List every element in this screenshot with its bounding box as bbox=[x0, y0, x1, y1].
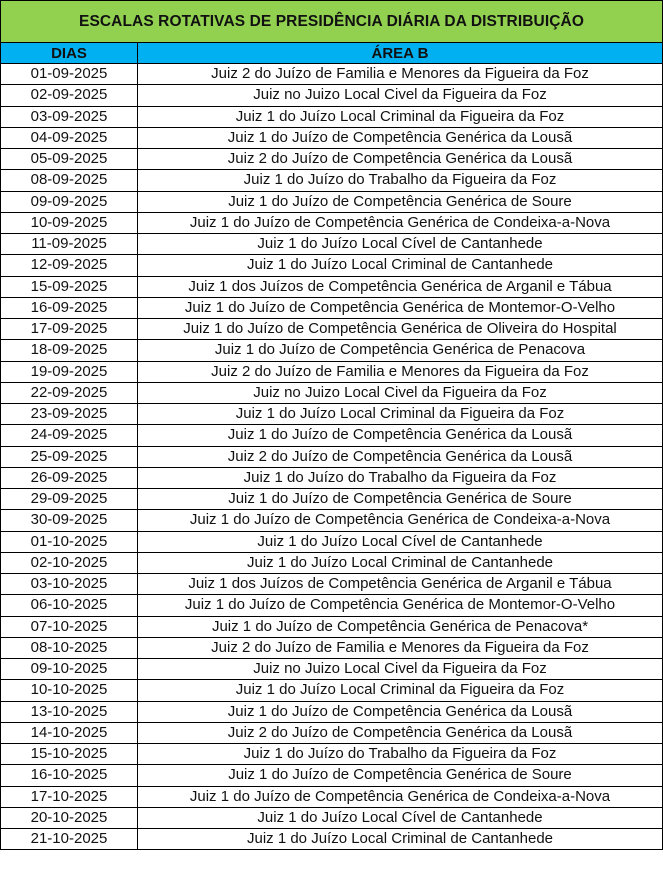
date-cell[interactable]: 05-09-2025 bbox=[1, 149, 138, 170]
area-cell[interactable]: Juiz 1 do Juízo de Competência Genérica de Soure bbox=[138, 765, 663, 786]
table-row bbox=[1, 744, 663, 765]
date-cell[interactable]: 04-09-2025 bbox=[1, 127, 138, 148]
date-cell[interactable]: 07-10-2025 bbox=[1, 616, 138, 637]
area-cell[interactable]: Juiz 1 do Juízo de Competência Genérica de Penacova bbox=[138, 340, 663, 361]
table-row bbox=[1, 701, 663, 722]
table-row bbox=[1, 191, 663, 212]
table-row bbox=[1, 361, 663, 382]
date-cell[interactable]: 23-09-2025 bbox=[1, 404, 138, 425]
table-row bbox=[1, 489, 663, 510]
area-cell[interactable]: Juiz no Juizo Local Civel da Figueira da Foz bbox=[138, 85, 663, 106]
area-cell[interactable]: Juiz 1 do Juízo de Competência Genérica da Lousã bbox=[138, 127, 663, 148]
area-cell[interactable]: Juiz 1 do Juízo do Trabalho da Figueira da Foz bbox=[138, 170, 663, 191]
date-cell[interactable]: 09-10-2025 bbox=[1, 659, 138, 680]
date-cell[interactable]: 06-10-2025 bbox=[1, 595, 138, 616]
date-cell[interactable]: 12-09-2025 bbox=[1, 255, 138, 276]
area-cell[interactable]: Juiz no Juizo Local Civel da Figueira da Foz bbox=[138, 659, 663, 680]
table-row bbox=[1, 382, 663, 403]
area-cell[interactable]: Juiz 1 do Juízo de Competência Genérica da Lousã bbox=[138, 701, 663, 722]
area-cell[interactable]: Juiz 2 do Juízo de Familia e Menores da Figueira da Foz bbox=[138, 361, 663, 382]
date-cell[interactable]: 10-10-2025 bbox=[1, 680, 138, 701]
date-cell[interactable]: 16-09-2025 bbox=[1, 297, 138, 318]
date-cell[interactable]: 24-09-2025 bbox=[1, 425, 138, 446]
table-row bbox=[1, 552, 663, 573]
date-cell[interactable]: 11-09-2025 bbox=[1, 234, 138, 255]
date-cell[interactable]: 21-10-2025 bbox=[1, 829, 138, 850]
schedule-rows bbox=[1, 64, 663, 850]
area-cell[interactable]: Juiz 1 do Juízo Local Cível de Cantanhede bbox=[138, 234, 663, 255]
table-row bbox=[1, 255, 663, 276]
area-cell[interactable]: Juiz 1 do Juízo de Competência Genérica de Oliveira do Hospital bbox=[138, 319, 663, 340]
area-cell[interactable]: Juiz 1 do Juízo de Competência Genérica de Penacova* bbox=[138, 616, 663, 637]
table-row bbox=[1, 680, 663, 701]
header-row bbox=[1, 43, 663, 64]
area-cell[interactable]: Juiz 1 dos Juízos de Competência Genérica de Arganil e Tábua bbox=[138, 276, 663, 297]
date-cell[interactable]: 15-10-2025 bbox=[1, 744, 138, 765]
table-row bbox=[1, 510, 663, 531]
table-row bbox=[1, 765, 663, 786]
table-row bbox=[1, 425, 663, 446]
date-cell[interactable]: 26-09-2025 bbox=[1, 467, 138, 488]
date-cell[interactable]: 15-09-2025 bbox=[1, 276, 138, 297]
date-cell[interactable]: 03-10-2025 bbox=[1, 574, 138, 595]
header-dias[interactable]: DIAS bbox=[1, 43, 138, 64]
area-cell[interactable]: Juiz 1 do Juízo do Trabalho da Figueira da Foz bbox=[138, 744, 663, 765]
table-row bbox=[1, 574, 663, 595]
table-row bbox=[1, 127, 663, 148]
table-row bbox=[1, 616, 663, 637]
table-row bbox=[1, 446, 663, 467]
table-row bbox=[1, 404, 663, 425]
table-row bbox=[1, 106, 663, 127]
area-cell[interactable]: Juiz 1 dos Juízos de Competência Genérica de Arganil e Tábua bbox=[138, 574, 663, 595]
area-cell[interactable]: Juiz 1 do Juízo Local Cível de Cantanhede bbox=[138, 531, 663, 552]
date-cell[interactable]: 09-09-2025 bbox=[1, 191, 138, 212]
table-row bbox=[1, 659, 663, 680]
date-cell[interactable]: 18-09-2025 bbox=[1, 340, 138, 361]
area-cell[interactable]: Juiz 2 do Juízo de Competência Genérica da Lousã bbox=[138, 149, 663, 170]
date-cell[interactable]: 19-09-2025 bbox=[1, 361, 138, 382]
area-cell[interactable]: Juiz 1 do Juízo de Competência Genérica de Soure bbox=[138, 489, 663, 510]
table-row bbox=[1, 722, 663, 743]
table-row bbox=[1, 319, 663, 340]
area-cell[interactable]: Juiz 1 do Juízo de Competência Genérica de Montemor-O-Velho bbox=[138, 595, 663, 616]
area-cell[interactable]: Juiz 1 do Juízo Local Criminal da Figueira da Foz bbox=[138, 106, 663, 127]
date-cell[interactable]: 13-10-2025 bbox=[1, 701, 138, 722]
area-cell[interactable]: Juiz 1 do Juízo de Competência Genérica de Condeixa-a-Nova bbox=[138, 212, 663, 233]
table-row bbox=[1, 297, 663, 318]
table-row bbox=[1, 340, 663, 361]
title-row bbox=[1, 1, 663, 43]
area-cell[interactable]: Juiz 1 do Juízo Local Cível de Cantanhede bbox=[138, 807, 663, 828]
area-cell[interactable]: Juiz 1 do Juízo de Competência Genérica da Lousã bbox=[138, 425, 663, 446]
table-row bbox=[1, 595, 663, 616]
area-cell[interactable]: Juiz 1 do Juízo Local Criminal de Cantanhede bbox=[138, 829, 663, 850]
table-row bbox=[1, 829, 663, 850]
table-row bbox=[1, 170, 663, 191]
date-cell[interactable]: 02-09-2025 bbox=[1, 85, 138, 106]
area-cell[interactable]: Juiz 1 do Juízo Local Criminal de Cantanhede bbox=[138, 552, 663, 573]
date-cell[interactable]: 29-09-2025 bbox=[1, 489, 138, 510]
date-cell[interactable]: 08-09-2025 bbox=[1, 170, 138, 191]
header-area-b[interactable]: ÁREA B bbox=[138, 43, 663, 64]
date-cell[interactable]: 22-09-2025 bbox=[1, 382, 138, 403]
table-row bbox=[1, 212, 663, 233]
area-cell[interactable]: Juiz 2 do Juízo de Familia e Menores da Figueira da Foz bbox=[138, 637, 663, 658]
date-cell[interactable]: 01-10-2025 bbox=[1, 531, 138, 552]
area-cell[interactable]: Juiz 1 do Juízo de Competência Genérica de Montemor-O-Velho bbox=[138, 297, 663, 318]
date-cell[interactable]: 14-10-2025 bbox=[1, 722, 138, 743]
area-cell[interactable]: Juiz no Juizo Local Civel da Figueira da Foz bbox=[138, 382, 663, 403]
table-title[interactable]: ESCALAS ROTATIVAS DE PRESIDÊNCIA DIÁRIA DA DISTRIBUIÇÃO bbox=[1, 1, 663, 43]
table-row bbox=[1, 786, 663, 807]
area-cell[interactable]: Juiz 2 do Juízo de Competência Genérica da Lousã bbox=[138, 722, 663, 743]
area-cell[interactable]: Juiz 2 do Juízo de Familia e Menores da Figueira da Foz bbox=[138, 64, 663, 85]
table-row bbox=[1, 234, 663, 255]
table-row bbox=[1, 637, 663, 658]
date-cell[interactable]: 17-10-2025 bbox=[1, 786, 138, 807]
table-row bbox=[1, 531, 663, 552]
date-cell[interactable]: 25-09-2025 bbox=[1, 446, 138, 467]
date-cell[interactable]: 20-10-2025 bbox=[1, 807, 138, 828]
date-cell[interactable]: 10-09-2025 bbox=[1, 212, 138, 233]
date-cell[interactable]: 08-10-2025 bbox=[1, 637, 138, 658]
date-cell[interactable]: 01-09-2025 bbox=[1, 64, 138, 85]
area-cell[interactable]: Juiz 1 do Juízo Local Criminal da Figueira da Foz bbox=[138, 680, 663, 701]
area-cell[interactable]: Juiz 1 do Juízo Local Criminal de Cantanhede bbox=[138, 255, 663, 276]
date-cell[interactable]: 16-10-2025 bbox=[1, 765, 138, 786]
area-cell[interactable]: Juiz 2 do Juízo de Competência Genérica da Lousã bbox=[138, 446, 663, 467]
area-cell[interactable]: Juiz 1 do Juízo do Trabalho da Figueira da Foz bbox=[138, 467, 663, 488]
table-row bbox=[1, 64, 663, 85]
date-cell[interactable]: 03-09-2025 bbox=[1, 106, 138, 127]
table-row bbox=[1, 85, 663, 106]
date-cell[interactable]: 30-09-2025 bbox=[1, 510, 138, 531]
date-cell[interactable]: 02-10-2025 bbox=[1, 552, 138, 573]
area-cell[interactable]: Juiz 1 do Juízo de Competência Genérica de Condeixa-a-Nova bbox=[138, 510, 663, 531]
table-row bbox=[1, 276, 663, 297]
date-cell[interactable]: 17-09-2025 bbox=[1, 319, 138, 340]
area-cell[interactable]: Juiz 1 do Juízo de Competência Genérica de Condeixa-a-Nova bbox=[138, 786, 663, 807]
table-row bbox=[1, 149, 663, 170]
area-cell[interactable]: Juiz 1 do Juízo Local Criminal da Figueira da Foz bbox=[138, 404, 663, 425]
table-row bbox=[1, 467, 663, 488]
table-row bbox=[1, 807, 663, 828]
area-cell[interactable]: Juiz 1 do Juízo de Competência Genérica de Soure bbox=[138, 191, 663, 212]
